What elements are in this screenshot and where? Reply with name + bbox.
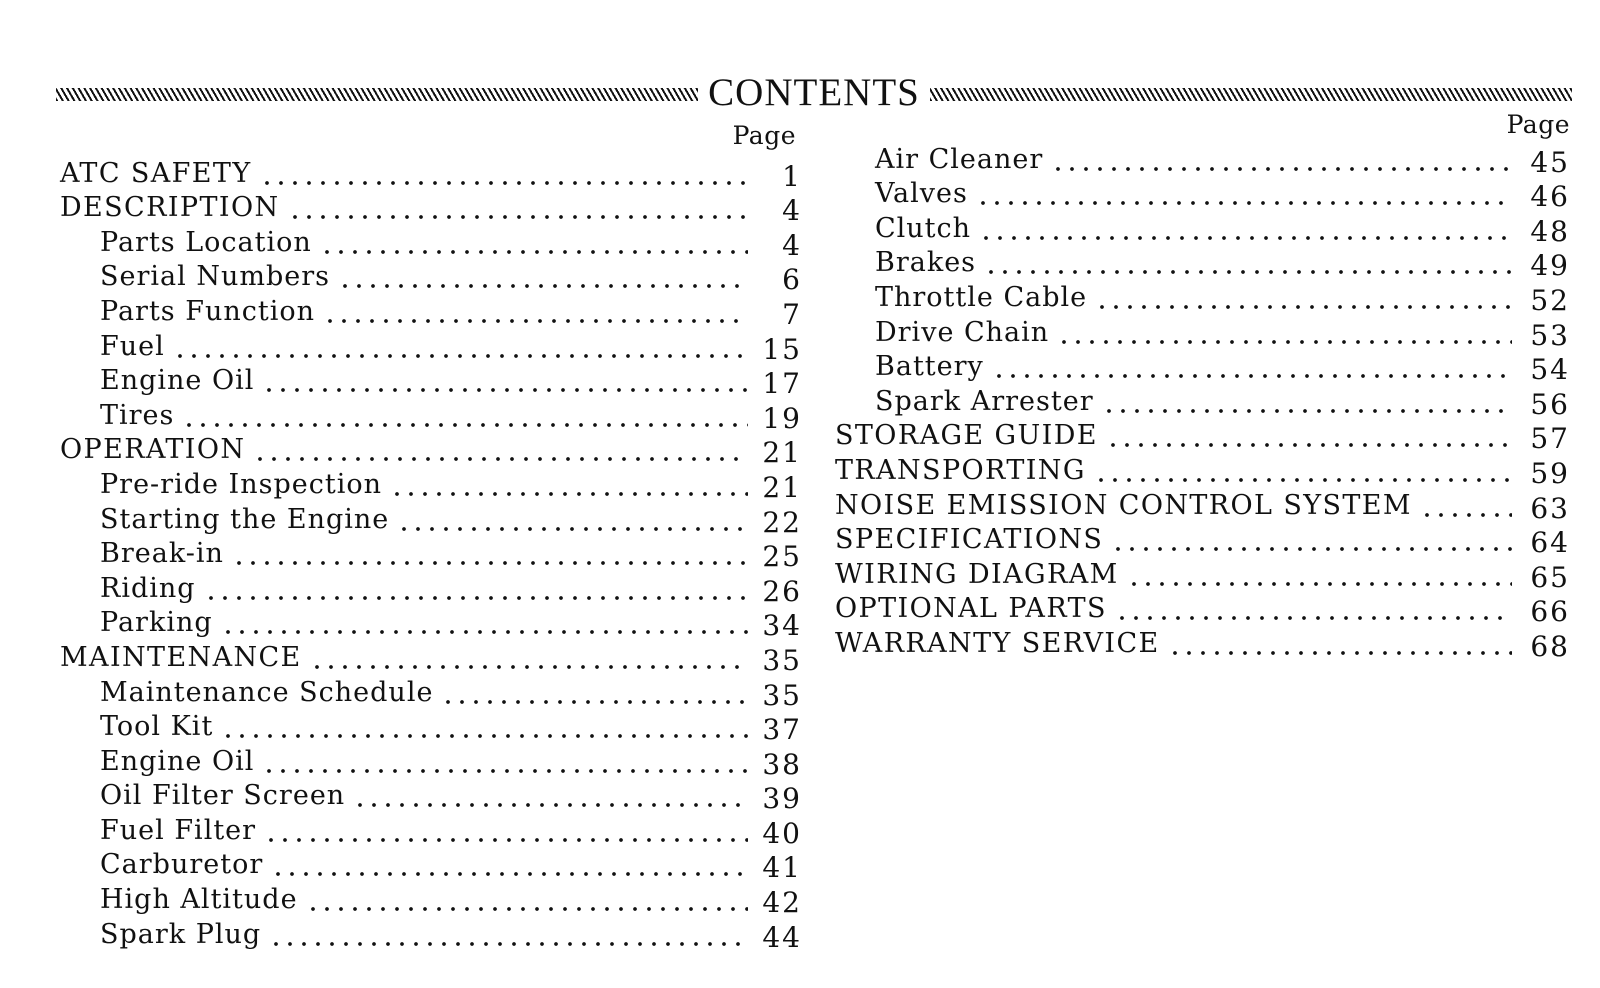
- dot-leader: [323, 300, 748, 324]
- dot-leader: [1420, 494, 1512, 518]
- toc-subsection-entry[interactable]: [60, 292, 802, 331]
- dot-leader: [288, 196, 748, 220]
- toc-entry-title: OPTIONAL PARTS: [835, 593, 1107, 625]
- toc-entry-title: Fuel Filter: [100, 814, 257, 846]
- page-title: CONTENTS: [708, 70, 920, 114]
- toc-entry-title: Parts Location: [100, 226, 312, 258]
- toc-entry-page-number: 65: [1530, 560, 1570, 594]
- dot-leader: [1057, 321, 1512, 345]
- dot-leader: [992, 355, 1512, 379]
- toc-entry-page-number: 25: [762, 540, 802, 574]
- toc-entry-title: Brakes: [875, 247, 977, 279]
- dot-leader: [182, 404, 748, 428]
- toc-entry-page-number: 52: [1530, 283, 1570, 317]
- toc-entry-page-number: 1: [782, 159, 802, 193]
- dot-leader: [353, 784, 748, 808]
- dot-leader: [264, 819, 748, 843]
- dot-leader: [1168, 632, 1512, 656]
- toc-entry-title: DESCRIPTION: [60, 192, 280, 224]
- toc-entry-title: Tires: [100, 399, 175, 431]
- header-rule-left: [56, 88, 698, 101]
- dot-leader: [1051, 148, 1512, 172]
- toc-subsection-entry[interactable]: [835, 348, 1570, 387]
- toc-entry-title: NOISE EMISSION CONTROL SYSTEM: [835, 489, 1412, 521]
- toc-entry-title: Spark Arrester: [875, 385, 1094, 417]
- toc-column-right: [835, 110, 1570, 663]
- toc-entry-page-number: 4: [782, 228, 802, 262]
- page-column-label: Page: [732, 121, 796, 150]
- toc-entry-page-number: 35: [762, 643, 802, 677]
- dot-leader: [1095, 286, 1512, 310]
- toc-entry-page-number: 46: [1530, 180, 1570, 214]
- toc-subsection-entry[interactable]: [60, 604, 802, 643]
- dot-leader: [269, 923, 748, 947]
- toc-entry-page-number: 39: [762, 782, 802, 816]
- dot-leader: [262, 750, 748, 774]
- dot-leader: [1115, 597, 1512, 621]
- toc-subsection-entry[interactable]: [60, 465, 802, 504]
- dot-leader: [260, 162, 748, 186]
- toc-entry-title: Serial Numbers: [100, 261, 330, 293]
- dot-leader: [397, 508, 748, 532]
- toc-entry-page-number: 66: [1530, 595, 1570, 629]
- dot-leader: [984, 251, 1512, 275]
- toc-list-right: [835, 140, 1570, 663]
- toc-subsection-entry[interactable]: [60, 846, 802, 885]
- toc-entry-page-number: 54: [1530, 353, 1570, 387]
- toc-entry-title: SPECIFICATIONS: [835, 524, 1104, 556]
- toc-subsection-entry[interactable]: [835, 278, 1570, 317]
- toc-entry-title: Battery: [875, 351, 984, 383]
- dot-leader: [306, 888, 748, 912]
- dot-leader: [1127, 563, 1512, 587]
- toc-entry-page-number: 15: [762, 332, 802, 366]
- toc-entry-title: Oil Filter Screen: [100, 780, 346, 812]
- toc-entry-page-number: 63: [1530, 491, 1570, 525]
- toc-subsection-entry[interactable]: [835, 175, 1570, 214]
- page-column-label: Page: [1506, 110, 1570, 139]
- toc-entry-page-number: 4: [782, 194, 802, 228]
- toc-section-entry[interactable]: [60, 154, 802, 193]
- toc-subsection-entry[interactable]: [835, 313, 1570, 352]
- toc-entry-title: Clutch: [875, 212, 972, 244]
- header-rule-right: [930, 88, 1572, 101]
- toc-entry-title: WARRANTY SERVICE: [835, 627, 1160, 659]
- toc-entry-title: Valves: [875, 178, 968, 210]
- toc-section-entry[interactable]: [835, 555, 1570, 594]
- toc-entry-title: STORAGE GUIDE: [835, 420, 1098, 452]
- toc-subsection-entry[interactable]: [60, 258, 802, 297]
- toc-entry-page-number: 21: [762, 470, 802, 504]
- toc-entry-title: Parking: [100, 607, 213, 639]
- dot-leader: [390, 473, 748, 497]
- toc-section-entry[interactable]: [835, 521, 1570, 560]
- toc-entry-title: WIRING DIAGRAM: [835, 558, 1119, 590]
- dot-leader: [221, 715, 748, 739]
- toc-entry-page-number: 59: [1530, 456, 1570, 490]
- toc-entry-title: Throttle Cable: [875, 281, 1088, 313]
- toc-entry-page-number: 42: [762, 886, 802, 920]
- toc-entry-page-number: 38: [762, 747, 802, 781]
- dot-leader: [173, 335, 748, 359]
- toc-entry-title: High Altitude: [100, 884, 298, 916]
- toc-entry-page-number: 26: [762, 574, 802, 608]
- toc-subsection-entry[interactable]: [60, 396, 802, 435]
- toc-subsection-entry[interactable]: [60, 327, 802, 366]
- dot-leader: [204, 577, 748, 601]
- dot-leader: [1102, 390, 1512, 414]
- toc-entry-page-number: 22: [762, 505, 802, 539]
- dot-leader: [1094, 459, 1512, 483]
- toc-subsection-entry[interactable]: [835, 140, 1570, 179]
- toc-entry-title: ATC SAFETY: [60, 157, 252, 189]
- toc-entry-page-number: 57: [1530, 422, 1570, 456]
- toc-entry-page-number: 68: [1530, 629, 1570, 663]
- toc-entry-title: OPERATION: [60, 434, 246, 466]
- toc-entry-title: Carburetor: [100, 849, 264, 881]
- dot-leader: [338, 265, 748, 289]
- toc-entry-page-number: 49: [1530, 249, 1570, 283]
- toc-entry-page-number: 64: [1530, 526, 1570, 560]
- toc-entry-title: Fuel: [100, 330, 165, 362]
- toc-subsection-entry[interactable]: [60, 915, 802, 954]
- toc-section-entry[interactable]: [835, 451, 1570, 490]
- toc-subsection-entry[interactable]: [60, 673, 802, 712]
- toc-section-entry[interactable]: [835, 590, 1570, 629]
- toc-entry-title: MAINTENANCE: [60, 641, 302, 673]
- toc-entry-page-number: 40: [762, 816, 802, 850]
- toc-entry-page-number: 45: [1530, 145, 1570, 179]
- toc-subsection-entry[interactable]: [60, 362, 802, 401]
- dot-leader: [441, 681, 748, 705]
- toc-entry-title: Engine Oil: [100, 745, 255, 777]
- toc-subsection-entry[interactable]: [60, 535, 802, 574]
- toc-subsection-entry[interactable]: [60, 500, 802, 539]
- toc-entry-title: Drive Chain: [875, 316, 1050, 348]
- toc-entry-title: TRANSPORTING: [835, 454, 1086, 486]
- toc-subsection-entry[interactable]: [835, 244, 1570, 283]
- toc-entry-title: Engine Oil: [100, 365, 255, 397]
- toc-entry-title: Break-in: [100, 538, 224, 570]
- toc-section-entry[interactable]: [835, 624, 1570, 663]
- dot-leader: [310, 646, 748, 670]
- toc-entry-title: Air Cleaner: [875, 143, 1044, 175]
- toc-entry-title: Maintenance Schedule: [100, 676, 434, 708]
- dot-leader: [271, 853, 748, 877]
- toc-subsection-entry[interactable]: [60, 777, 802, 816]
- toc-entry-page-number: 53: [1530, 318, 1570, 352]
- toc-entry-title: Starting the Engine: [100, 503, 390, 535]
- toc-entry-title: Riding: [100, 572, 196, 604]
- toc-entry-page-number: 21: [762, 436, 802, 470]
- toc-entry-title: Parts Function: [100, 295, 316, 327]
- toc-subsection-entry[interactable]: [60, 569, 802, 608]
- toc-entry-title: Pre-ride Inspection: [100, 468, 382, 500]
- toc-entry-title: Spark Plug: [100, 918, 262, 950]
- toc-subsection-entry[interactable]: [835, 209, 1570, 248]
- dot-leader: [232, 542, 748, 566]
- dot-leader: [320, 231, 748, 255]
- toc-column-left: [60, 118, 802, 954]
- toc-subsection-entry[interactable]: [60, 811, 802, 850]
- toc-entry-page-number: 7: [782, 297, 802, 331]
- toc-entry-page-number: 35: [762, 678, 802, 712]
- toc-entry-page-number: 37: [762, 713, 802, 747]
- dot-leader: [979, 217, 1512, 241]
- toc-subsection-entry[interactable]: [60, 742, 802, 781]
- toc-subsection-entry[interactable]: [60, 223, 802, 262]
- toc-entry-page-number: 56: [1530, 387, 1570, 421]
- toc-subsection-entry[interactable]: [835, 382, 1570, 421]
- toc-entry-page-number: 48: [1530, 214, 1570, 248]
- dot-leader: [1111, 528, 1512, 552]
- dot-leader: [262, 369, 748, 393]
- toc-entry-page-number: 19: [762, 401, 802, 435]
- toc-section-entry[interactable]: [835, 486, 1570, 525]
- toc-section-entry[interactable]: [835, 417, 1570, 456]
- toc-entry-page-number: 34: [762, 609, 802, 643]
- toc-subsection-entry[interactable]: [60, 708, 802, 747]
- toc-entry-title: Tool Kit: [100, 711, 214, 743]
- dot-leader: [1106, 424, 1512, 448]
- toc-entry-page-number: 41: [762, 851, 802, 885]
- dot-leader: [976, 182, 1512, 206]
- dot-leader: [253, 438, 748, 462]
- toc-entry-page-number: 6: [782, 263, 802, 297]
- toc-entry-page-number: 17: [762, 367, 802, 401]
- toc-section-entry[interactable]: [60, 638, 802, 677]
- toc-section-entry[interactable]: [60, 431, 802, 470]
- toc-entry-page-number: 44: [762, 920, 802, 954]
- toc-list-left: [60, 154, 802, 954]
- toc-section-entry[interactable]: [60, 189, 802, 228]
- toc-subsection-entry[interactable]: [60, 880, 802, 920]
- dot-leader: [221, 611, 748, 635]
